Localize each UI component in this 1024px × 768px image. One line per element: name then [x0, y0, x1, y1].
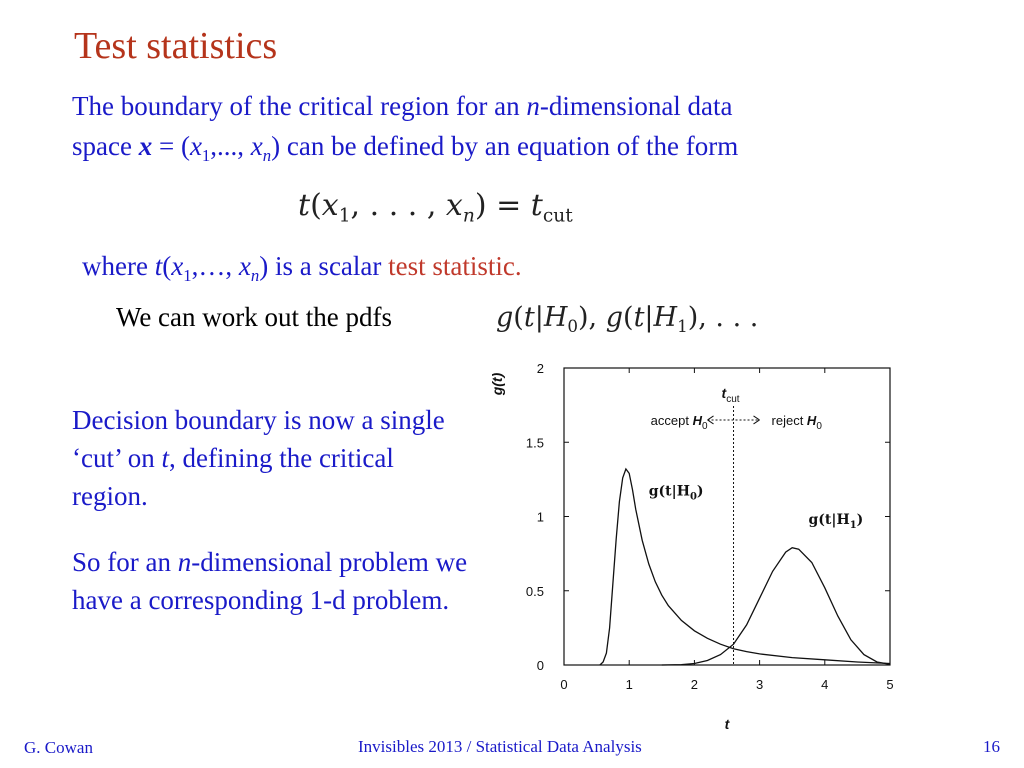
eq-term: ), . . .: [687, 302, 759, 333]
x-tick-label: 3: [755, 677, 764, 692]
eq-term: t: [298, 188, 311, 223]
where-t: t: [154, 251, 163, 281]
x-axis-label: t: [724, 716, 730, 732]
cut-equation: [298, 188, 573, 227]
intro-xn: x: [250, 131, 263, 161]
x-tick-label: 5: [886, 677, 894, 692]
intro-text: ,...,: [210, 131, 251, 161]
intro-text: = (: [152, 131, 190, 161]
eq-sub: n: [462, 205, 475, 227]
dimension-text: So for an: [72, 547, 178, 577]
footer-author: G. Cowan: [24, 738, 93, 757]
series-label-h1: $g(t|H_1)$: [808, 511, 864, 531]
dimension-n: n: [177, 547, 192, 577]
eq-term: (: [623, 302, 634, 333]
where-x1: x: [171, 251, 184, 281]
eq-term: H: [653, 302, 678, 333]
eq-sub: 1: [677, 315, 688, 336]
eq-term: t: [633, 302, 645, 333]
where-text: ,…,: [191, 251, 239, 281]
footer-title: Invisibles 2013 / Statistical Data Analysis: [358, 737, 642, 756]
x-tick-label: 1: [625, 677, 633, 692]
y-tick-label: 1: [536, 509, 544, 525]
x-tick-label: 2: [690, 677, 699, 692]
eq-term: , . . . ,: [350, 188, 446, 223]
cut-label: $t_{cut}$: [721, 385, 740, 405]
intro-x-bold: x: [138, 131, 153, 161]
intro-text: space: [72, 131, 139, 161]
decision-text: Decision boundary is now a single ‘cut’ on: [72, 405, 445, 473]
slide-title: Test statistics: [74, 25, 278, 67]
decision-boundary-paragraph: [72, 401, 472, 515]
where-text: ) is a scalar: [259, 251, 389, 281]
eq-term: x: [321, 188, 339, 223]
where-text: where: [82, 251, 155, 281]
eq-term: ),: [578, 302, 606, 333]
test-statistic-term: test statistic.: [388, 251, 522, 281]
series-line-h1: [662, 548, 890, 665]
eq-term: t: [530, 188, 543, 223]
eq-sub: 0: [567, 315, 579, 336]
where-xn: x: [238, 251, 251, 281]
intro-text: The boundary of the critical region for an: [72, 91, 527, 121]
intro-sub: n: [262, 145, 272, 165]
dimension-text: -dimensional problem we have a corresponding 1-d problem.: [72, 547, 468, 615]
eq-term: (: [513, 302, 524, 333]
eq-term: |: [534, 302, 544, 333]
eq-term: H: [543, 302, 568, 333]
where-sub: n: [250, 265, 260, 285]
pdfs-equation: [496, 302, 759, 336]
y-tick-label: 1.5: [525, 435, 544, 451]
eq-term: |: [644, 302, 654, 333]
eq-term: g: [496, 302, 514, 333]
eq-term: (: [310, 188, 322, 223]
intro-text: ) can be defined by an equation of the form: [271, 131, 739, 161]
eq-term: t: [523, 302, 535, 333]
eq-sub: 1: [338, 205, 351, 227]
x-tick-label: 0: [560, 677, 568, 692]
series-label-h0: $g(t|H_0)$: [648, 483, 704, 503]
pdfs-text: We can work out the pdfs: [116, 302, 392, 332]
reject-h0-label: reject $H_0$: [771, 412, 822, 432]
eq-term: x: [445, 188, 463, 223]
x-tick-label: 4: [821, 677, 829, 692]
eq-sub: cut: [542, 205, 573, 227]
y-tick-label: 0: [536, 658, 544, 673]
dimension-paragraph: [72, 543, 472, 619]
eq-term: ) =: [474, 188, 531, 223]
eq-term: g: [605, 302, 624, 333]
intro-text: -dimensional data: [539, 91, 733, 121]
intro-sub: 1: [201, 145, 211, 165]
decision-text: , defining the critical region.: [72, 443, 394, 511]
y-axis-label: g(t): [489, 372, 505, 396]
intro-n: n: [526, 91, 540, 121]
series-line-h0: [600, 469, 890, 665]
y-tick-label: 0.5: [525, 583, 544, 599]
where-paragraph: [82, 246, 522, 286]
decision-t: t: [161, 443, 169, 473]
intro-paragraph: [72, 86, 972, 166]
y-tick-label: 2: [536, 361, 544, 376]
pdf-chart: [480, 352, 900, 732]
accept-h0-label: accept $H_0$: [650, 412, 708, 432]
where-text: (: [162, 251, 172, 281]
intro-x1: x: [189, 131, 202, 161]
footer-page-number: 16: [983, 737, 1000, 756]
where-sub: 1: [183, 265, 192, 285]
